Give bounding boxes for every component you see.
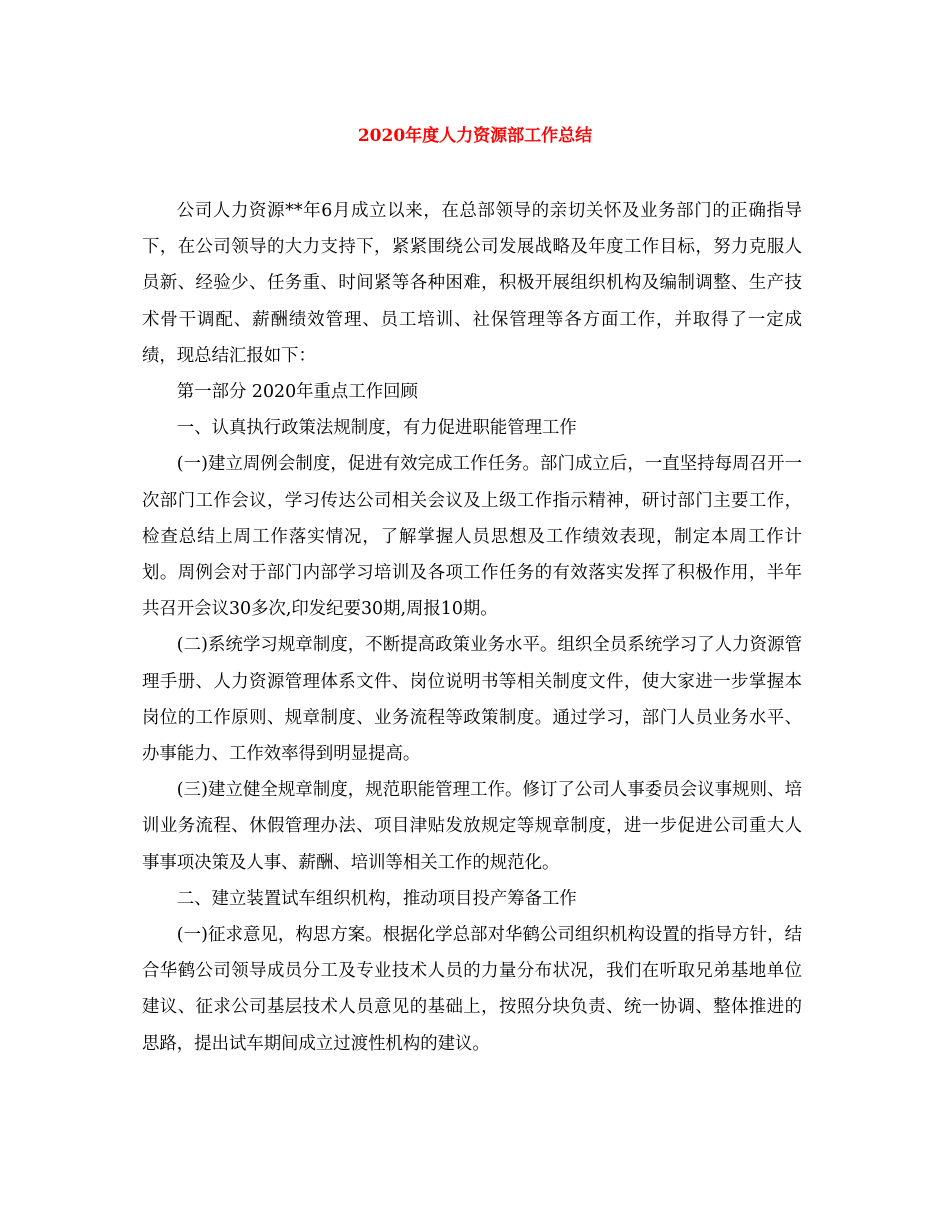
paragraph-intro: 公司人力资源**年6月成立以来，在总部领导的亲切关怀及业务部门的正确指导下，在公司领导的大力支持下，紧紧围绕公司发展战略及年度工作目标，努力克服人员新、经验少、任务重、时间紧等各种困难，积极开展组织机构及编制调整、生产技术骨干调配、薪酬绩效管理、员工培训、社保管理等各方面工作，并取得了一定成绩，现总结汇报如下： [142, 201, 802, 366]
section-heading-one: 一、认真执行政策法规制度，有力促进职能管理工作 [176, 418, 577, 439]
paragraph-study-rules: (二)系统学习规章制度，不断提高政策业务水平。组织全员系统学习了人力资源管理手册、人力资源管理体系文件、岗位说明书等相关制度文件，使大家进一步掌握本岗位的工作原则、规章制度、业务流程等政策制度。通过学习，部门人员业务水平、办事能力、工作效率得到明显提高。 [142, 635, 802, 765]
section-heading-two: 二、建立装置试车组织机构，推动项目投产筹备工作 [176, 888, 577, 909]
section-heading-part-one: 第一部分 2020年重点工作回顾 [176, 382, 418, 403]
paragraph-solicit-opinions: (一)征求意见，构思方案。根据化学总部对华鹤公司组织机构设置的指导方针，结合华鹤公司领导成员分工及专业技术人员的力量分布状况，我们在听取兄弟基地单位建议、征求公司基层技术人员意见的基础上，按照分块负责、统一协调、整体推进的思路，提出试车期间成立过渡性机构的建议。 [142, 925, 802, 1054]
paragraph-improve-rules: (三)建立健全规章制度，规范职能管理工作。修订了公司人事委员会议事规则、培训业务流程、休假管理办法、项目津贴发放规定等规章制度，进一步促进公司重大人事事项决策及人事、薪酬、培训等相关工作的规范化。 [142, 780, 802, 873]
document-body [142, 193, 802, 1062]
document-title: 2020年度人力资源部工作总结 [357, 126, 593, 146]
paragraph-weekly-meeting: (一)建立周例会制度，促进有效完成工作任务。部门成立后，一直坚持每周召开一次部门工作会议，学习传达公司相关会议及上级工作指示精神，研讨部门主要工作，检查总结上周工作落实情况，了解掌握人员思想及工作绩效表现，制定本周工作计划。周例会对于部门内部学习培训及各项工作任务的有效落实发挥了积极作用，半年共召开会议30多次,印发纪要30期,周报10期。 [142, 454, 802, 620]
